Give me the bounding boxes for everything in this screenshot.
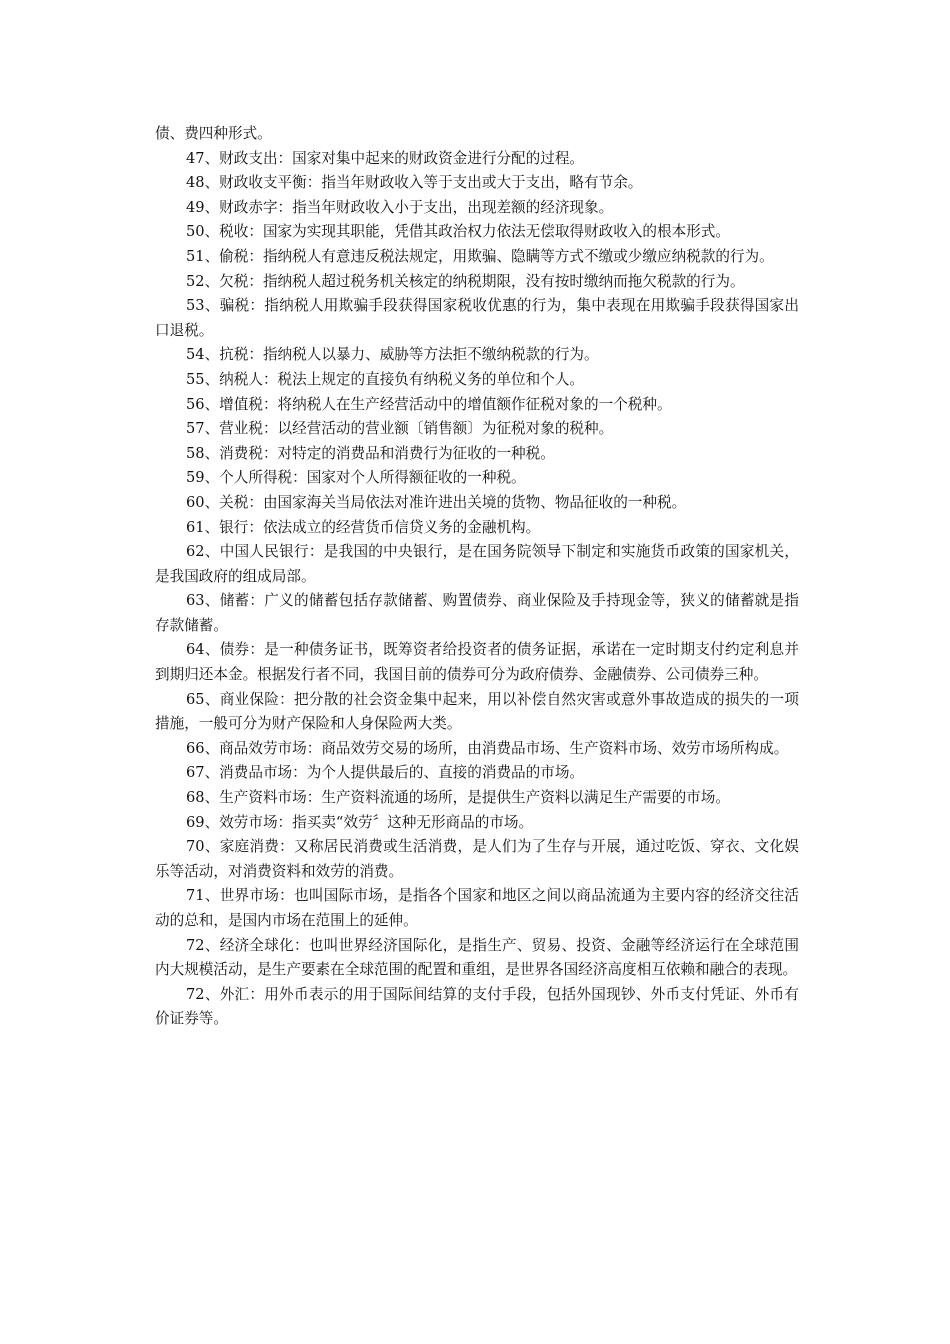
paragraph-72-globalization: 72、经济全球化：也叫世界经济国际化，是指生产、贸易、投资、金融等经济运行在全球范围内大规模活动，是生产要素在全球范围的配置和重组，是世界各国经济高度相互依赖和融合的表现。 [155,936,799,979]
paragraph-61: 61、银行：依法成立的经营货币信贷义务的金融机构。 [186,518,541,536]
paragraph-66: 66、商品效劳市场：商品效劳交易的场所，由消费品市场、生产资料市场、效劳市场所构成。 [186,739,789,757]
paragraph-63: 63、储蓄：广义的储蓄包括存款储蓄、购置债券、商业保险及手持现金等，狭义的储蓄就是指存款储蓄。 [155,592,799,634]
paragraph-72-foreign-exchange: 72、外汇：用外币表示的用于国际间结算的支付手段，包括外国现钞、外币支付凭证、外币有价证券等。 [155,985,799,1028]
paragraph-52: 52、欠税：指纳税人超过税务机关核定的纳税期限，没有按时缴纳而拖欠税款的行为。 [186,272,745,290]
paragraph-59: 59、个人所得税：国家对个人所得额征收的一种税。 [186,469,526,487]
paragraph-47: 47、财政支出：国家对集中起来的财政资金进行分配的过程。 [186,149,585,167]
paragraph-55: 55、纳税人：税法上规定的直接负有纳税义务的单位和个人。 [186,370,585,388]
paragraph-69: 69、效劳市场：指买卖“效劳〞这种无形商品的市场。 [186,813,534,831]
paragraph-65: 65、商业保险：把分散的社会资金集中起来，用以补偿自然灾害或意外事故造成的损失的一项措施，一般可分为财产保险和人身保险两大类。 [155,690,799,733]
paragraph-continuation: 债、费四种形式。 [155,125,272,142]
paragraph-51: 51、偷税：指纳税人有意违反税法规定，用欺骗、隐瞒等方式不缴或少缴应纳税款的行为。 [186,247,774,265]
paragraph-67: 67、消费品市场：为个人提供最后的、直接的消费品的市场。 [186,764,585,782]
paragraph-60: 60、关税：由国家海关当局依法对准许进出关境的货物、物品征收的一种税。 [186,493,687,511]
paragraph-49: 49、财政赤字：指当年财政收入小于支出，出现差额的经济现象。 [186,198,614,216]
paragraph-56: 56、增值税：将纳税人在生产经营活动中的增值额作征税对象的一个税种。 [186,395,672,413]
paragraph-54: 54、抗税：指纳税人以暴力、威胁等方法拒不缴纳税款的行为。 [186,346,599,364]
paragraph-58: 58、消费税：对特定的消费品和消费行为征收的一种税。 [186,444,555,462]
paragraph-62: 62、中国人民银行：是我国的中央银行，是在国务院领导下制定和实施货币政策的国家机关，是我国政府的组成局部。 [155,543,799,585]
paragraph-71: 71、世界市场：也叫国际市场，是指各个国家和地区之间以商品流通为主要内容的经济交往活动的总和，是国内市场在范围上的延伸。 [155,887,799,929]
paragraph-70: 70、家庭消费：又称居民消费或生活消费，是人们为了生存与开展，通过吃饭、穿衣、文化娱乐等活动，对消费资料和效劳的消费。 [155,838,799,880]
document-page [155,122,799,1032]
paragraph-48: 48、财政收支平衡：指当年财政收入等于支出或大于支出，略有节余。 [186,174,643,192]
paragraph-57: 57、营业税：以经营活动的营业额〔销售额〕为征税对象的税种。 [186,420,614,438]
paragraph-64: 64、债券：是一种债务证书，既筹资者给投资者的债务证据，承诺在一定时期支付约定利息并到期归还本金。根据发行者不同，我国目前的债券可分为政府债券、金融债券、公司债券三种。 [155,641,799,684]
paragraph-50: 50、税收：国家为实现其职能，凭借其政治权力依法无偿取得财政收入的根本形式。 [186,223,730,241]
paragraph-68: 68、生产资料市场：生产资料流通的场所，是提供生产资料以满足生产需要的市场。 [186,789,730,807]
paragraph-53: 53、骗税：指纳税人用欺骗手段获得国家税收优惠的行为，集中表现在用欺骗手段获得国家出口退税。 [155,297,799,339]
